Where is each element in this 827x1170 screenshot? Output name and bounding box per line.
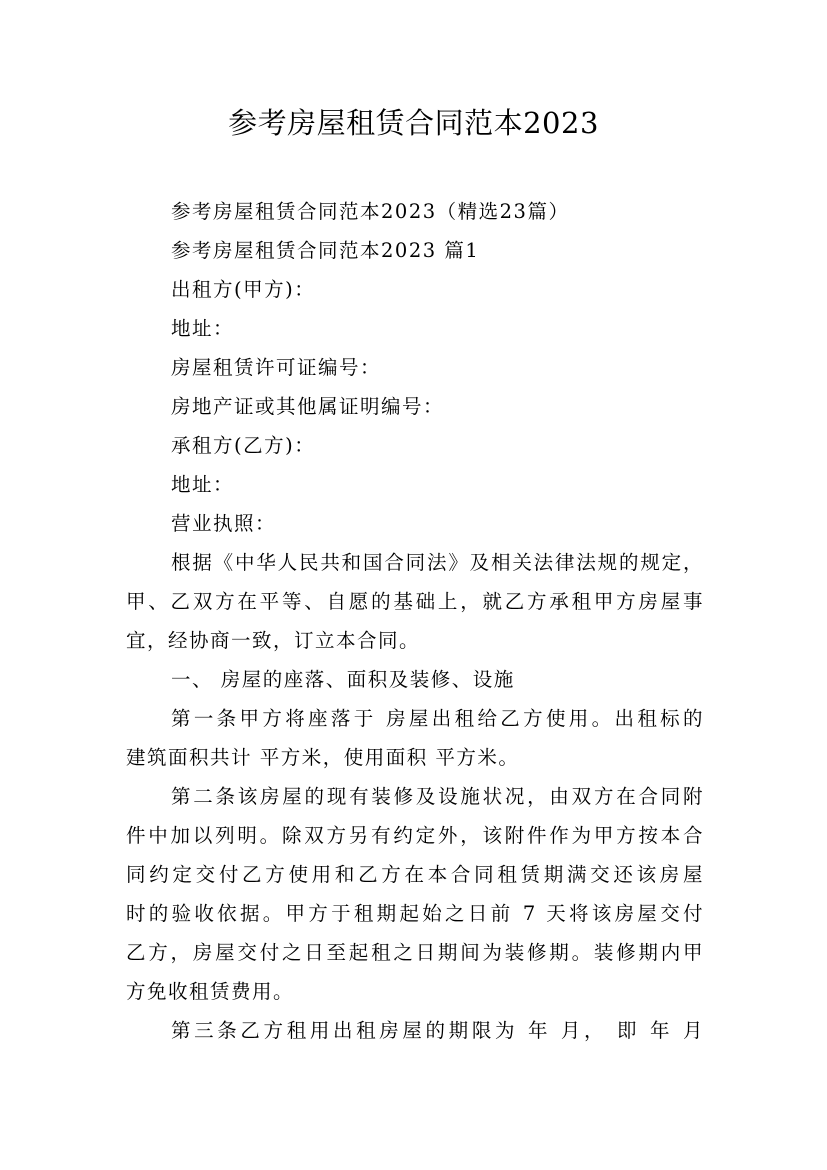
text-line: 第一条甲方将座落于 房屋出租给乙方使用。出租标的 <box>171 707 704 730</box>
text-line: 乙方，房屋交付之日至起租之日期间为装修期。装修期内甲 <box>126 941 704 964</box>
text-line: 第二条该房屋的现有装修及设施状况，由双方在合同附 <box>171 785 704 808</box>
text-line: 营业执照： <box>171 512 277 535</box>
text-line: 承租方(乙方)： <box>171 434 316 457</box>
text-line: 件中加以列明。除双方另有约定外，该附件作为甲方按本合 <box>126 824 704 847</box>
text-line: 参考房屋租赁合同范本2023 篇1 <box>171 239 480 262</box>
text-line: 参考房屋租赁合同范本2023（精选23篇） <box>171 200 570 223</box>
text-line: 第三条乙方租用出租房屋的期限为 年 月， 即 年 月 <box>171 1019 704 1042</box>
document-title: 参考房屋租赁合同范本2023 <box>228 106 599 140</box>
document-body <box>126 192 704 1050</box>
text-line: 一、 房屋的座落、面积及装修、设施 <box>171 668 515 691</box>
text-line: 建筑面积共计 平方米，使用面积 平方米。 <box>126 746 520 769</box>
text-line: 地址： <box>171 317 235 340</box>
text-line: 根据《中华人民共和国合同法》及相关法律法规的规定， <box>171 551 704 574</box>
text-line: 房地产证或其他属证明编号： <box>171 395 445 418</box>
text-line: 时的验收依据。甲方于租期起始之日前 7 天将该房屋交付 <box>126 902 704 925</box>
text-line: 地址： <box>171 473 235 496</box>
text-line: 房屋租赁许可证编号： <box>171 356 382 379</box>
text-line: 宜，经协商一致，订立本合同。 <box>126 629 421 652</box>
text-line: 同约定交付乙方使用和乙方在本合同租赁期满交还该房屋 <box>126 863 704 886</box>
text-line: 出租方(甲方)： <box>171 278 316 301</box>
text-line: 方免收租赁费用。 <box>126 980 295 1003</box>
text-line: 甲、乙双方在平等、自愿的基础上，就乙方承租甲方房屋事 <box>126 590 704 613</box>
